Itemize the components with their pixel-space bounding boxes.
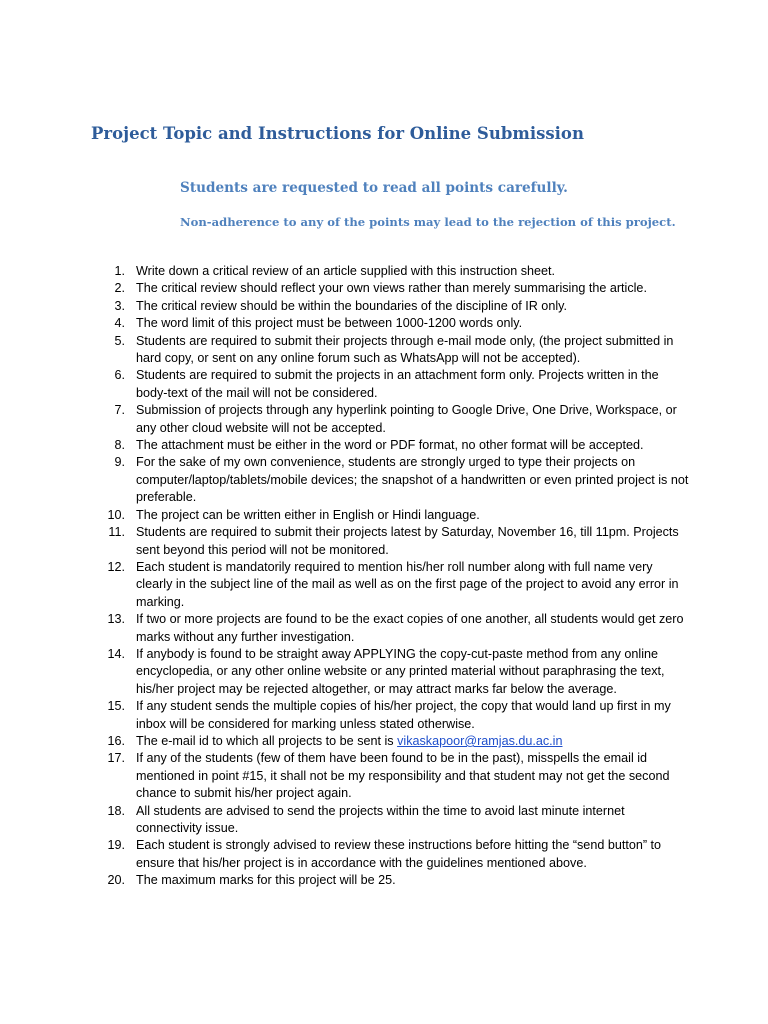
list-item — [100, 524, 690, 559]
item-number: 2. — [114, 281, 125, 296]
list-item — [100, 646, 690, 698]
item-number: 11. — [108, 525, 125, 540]
item-number: 10. — [107, 507, 125, 522]
item-text: If two or more projects are found to be the exact copies of one another, all students would get zero marks without any further investigation. — [136, 612, 684, 644]
item-text: If any student sends the multiple copies of his/her project, the copy that would land up first in my inbox will be considered for marking unless stated otherwise. — [136, 699, 671, 731]
item-number: 3. — [114, 298, 125, 313]
item-number: 19. — [107, 838, 125, 853]
item-number: 5. — [114, 333, 125, 348]
list-item — [100, 298, 690, 315]
item-number: 18. — [107, 803, 125, 818]
list-item — [100, 280, 690, 297]
subtitle-read-carefully: Students are requested to read all points carefully. — [180, 180, 568, 196]
item-text: If anybody is found to be straight away APPLYING the copy-cut-paste method from any online encyclopedia, or any other online website or any printed material without paraphrasing the text, his/her project may be rejected altogether, or may attract marks far below the average. — [136, 646, 665, 696]
list-item — [100, 733, 690, 750]
item-number: 13. — [107, 612, 125, 627]
item-number: 14. — [107, 646, 125, 661]
list-item — [100, 263, 690, 280]
item-text: Students are required to submit their projects through e-mail mode only, (the project submitted in hard copy, or sent on any online forum such as WhatsApp will not be accepted). — [136, 333, 674, 366]
list-item — [100, 333, 690, 368]
email-link[interactable]: vikaskapoor@ramjas.du.ac.in — [397, 733, 563, 748]
item-number: 1. — [114, 264, 125, 278]
item-number: 12. — [107, 559, 125, 574]
item-number: 15. — [107, 699, 125, 714]
item-text: Each student is mandatorily required to mention his/her roll number along with full name very clearly in the subject line of the mail as well as on the first page of the project to avoid any error in marking. — [136, 559, 679, 609]
item-text: Each student is strongly advised to review these instructions before hitting the “send button” to ensure that his/her project is in accordance with the guidelines mentioned above. — [136, 838, 662, 870]
item-text: Students are required to submit their projects latest by Saturday, November 16, till 11pm. Projects sent beyond this period will not be monitored. — [136, 525, 679, 557]
item-text: The e-mail id to which all projects to be sent is — [136, 733, 398, 748]
item-text: If any of the students (few of them have been found to be in the past), misspells the email id mentioned in point #15, it shall not be my responsibility and that student may not get the second chance to submit his/her project again. — [136, 751, 670, 801]
list-item — [100, 803, 690, 838]
list-item — [100, 559, 690, 611]
item-text: Students are required to submit the projects in an attachment form only. Projects written in the body-text of the mail will not be considered. — [136, 368, 659, 400]
list-item — [100, 454, 690, 506]
instructions-list — [100, 263, 690, 890]
item-text: The attachment must be either in the word or PDF format, no other format will be accepted. — [136, 438, 644, 453]
item-number: 7. — [114, 403, 125, 418]
item-number: 9. — [114, 455, 125, 470]
list-item — [100, 367, 690, 402]
item-text: All students are advised to send the projects within the time to avoid last minute internet connectivity issue. — [136, 803, 625, 835]
item-text: The project can be written either in English or Hindi language. — [136, 507, 480, 522]
list-item — [100, 611, 690, 646]
item-text: The maximum marks for this project will be 25. — [136, 873, 396, 888]
list-item — [100, 437, 690, 454]
item-number: 8. — [114, 438, 125, 453]
item-text: Submission of projects through any hyperlink pointing to Google Drive, One Drive, Workspace, or any other cloud website will not be accepted. — [136, 403, 677, 435]
item-text: The critical review should reflect your own views rather than merely summarising the article. — [136, 281, 647, 296]
list-item — [100, 507, 690, 524]
list-item — [100, 750, 690, 802]
item-number: 6. — [114, 368, 125, 383]
list-item — [100, 872, 690, 889]
list-item — [100, 402, 690, 437]
item-text: The critical review should be within the boundaries of the discipline of IR only. — [136, 298, 567, 313]
list-item — [100, 315, 690, 332]
list-item — [100, 698, 690, 733]
item-text: For the sake of my own convenience, students are strongly urged to type their projects on computer/laptop/tablets/mobile devices; the snapshot of a handwritten or even printed project is not preferable. — [136, 455, 689, 505]
page-title: Project Topic and Instructions for Online Submission — [91, 124, 584, 143]
item-number: 20. — [107, 873, 125, 888]
list-item — [100, 837, 690, 872]
item-number: 16. — [107, 733, 125, 748]
subtitle-non-adherence: Non-adherence to any of the points may lead to the rejection of this project. — [180, 215, 676, 229]
item-text: Write down a critical review of an article supplied with this instruction sheet. — [136, 264, 556, 278]
item-number: 4. — [114, 316, 125, 331]
item-text: The word limit of this project must be between 1000-1200 words only. — [136, 316, 523, 331]
item-number: 17. — [107, 751, 125, 766]
